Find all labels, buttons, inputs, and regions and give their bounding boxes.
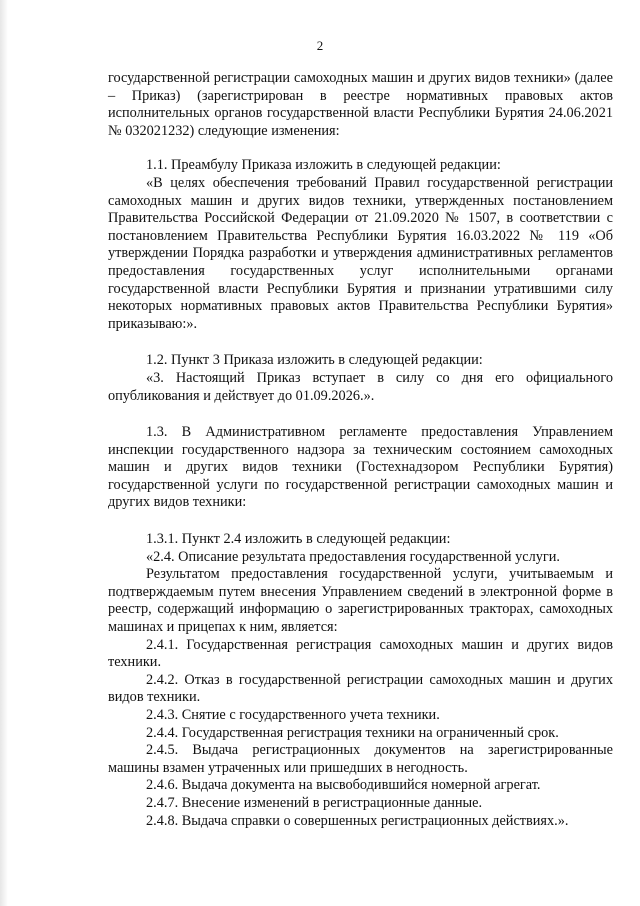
paragraph-2-4-6: 2.4.6. Выдача документа на высвободившийся номерной агрегат.: [146, 777, 541, 794]
paragraph-1-2-heading: 1.2. Пункт 3 Приказа изложить в следующей редакции:: [146, 352, 483, 369]
paragraph-1-1-heading: 1.1. Преамбулу Приказа изложить в следующей редакции:: [146, 157, 501, 174]
paragraph-intro: государственной регистрации самоходных машин и других видов техники» (далее – Приказ) (зарегистрирован в реестре нормативных правовых актов исполнительных органов государственной власти Республики Бурятия 24.06.2021 № 032021232) следующие изменения:: [108, 70, 613, 139]
paragraph-2-4-3: 2.4.3. Снятие с государственного учета техники.: [146, 707, 440, 723]
paragraph-preamble-text: «В целях обеспечения требований Правил государственной регистрации самоходных машин и других видов техники, утвержденных постановлением Правительства Российской Федерации от 21.09.2020 № 1507, в соответствии с постановлением Правительства Республики Бурятия 16.03.2022 № 119 «Об утверждении Порядка разработки и утверждения административных регламентов предоставления государственных услуг исполнительными органами государственной власти Республики Бурятия и признании утратившими силу некоторых нормативных правовых актов Правительства Республики Бурятия» приказываю:».: [108, 174, 613, 332]
paragraph-2-4-8: 2.4.8. Выдача справки о совершенных регистрационных действиях.».: [146, 812, 569, 829]
paragraph-2-4-5: 2.4.5. Выдача регистрационных документов на зарегистрированные машины взамен утраченных или пришедших в негодность.: [108, 742, 613, 776]
page-number: 2: [316, 38, 324, 53]
paragraph-1-3: 1.3. В Административном регламенте предоставления Управлением инспекции государственного надзора за техническим состоянием самоходных машин и других видов техники (Гостехнадзором Республики Бурятия) государственной услуги по государственной регистрации самоходных машин и других видов техники:: [108, 424, 613, 511]
paragraph-2-4-4: 2.4.4. Государственная регистрация техники на ограниченный срок.: [146, 724, 559, 741]
paragraph-2-4-1: 2.4.1. Государственная регистрация самоходных машин и других видов техники.: [108, 636, 613, 671]
paragraph-point-3-text: «3. Настоящий Приказ вступает в силу со дня его официального опубликования и действует до 01.09.2026.».: [108, 369, 613, 404]
paragraph-result-description: Результатом предоставления государственной услуги, учитываемым и подтверждаемым путем внесения Управлением сведений в электронной форме в реестр, содержащий информацию о зарегистрированных тракторах, самоходных машинах и прицепах к ним, является:: [108, 566, 613, 636]
scan-edge: [0, 0, 8, 906]
paragraph-2-4-title: «2.4. Описание результата предоставления государственной услуги.: [146, 548, 560, 565]
paragraph-1-3-1-heading: 1.3.1. Пункт 2.4 изложить в следующей редакции:: [146, 531, 451, 548]
document-body: [108, 70, 613, 830]
paragraph-2-4-2: 2.4.2. Отказ в государственной регистрации самоходных машин и других видов техники.: [108, 671, 613, 706]
paragraph-2-4-7: 2.4.7. Внесение изменений в регистрационные данные.: [146, 794, 483, 811]
